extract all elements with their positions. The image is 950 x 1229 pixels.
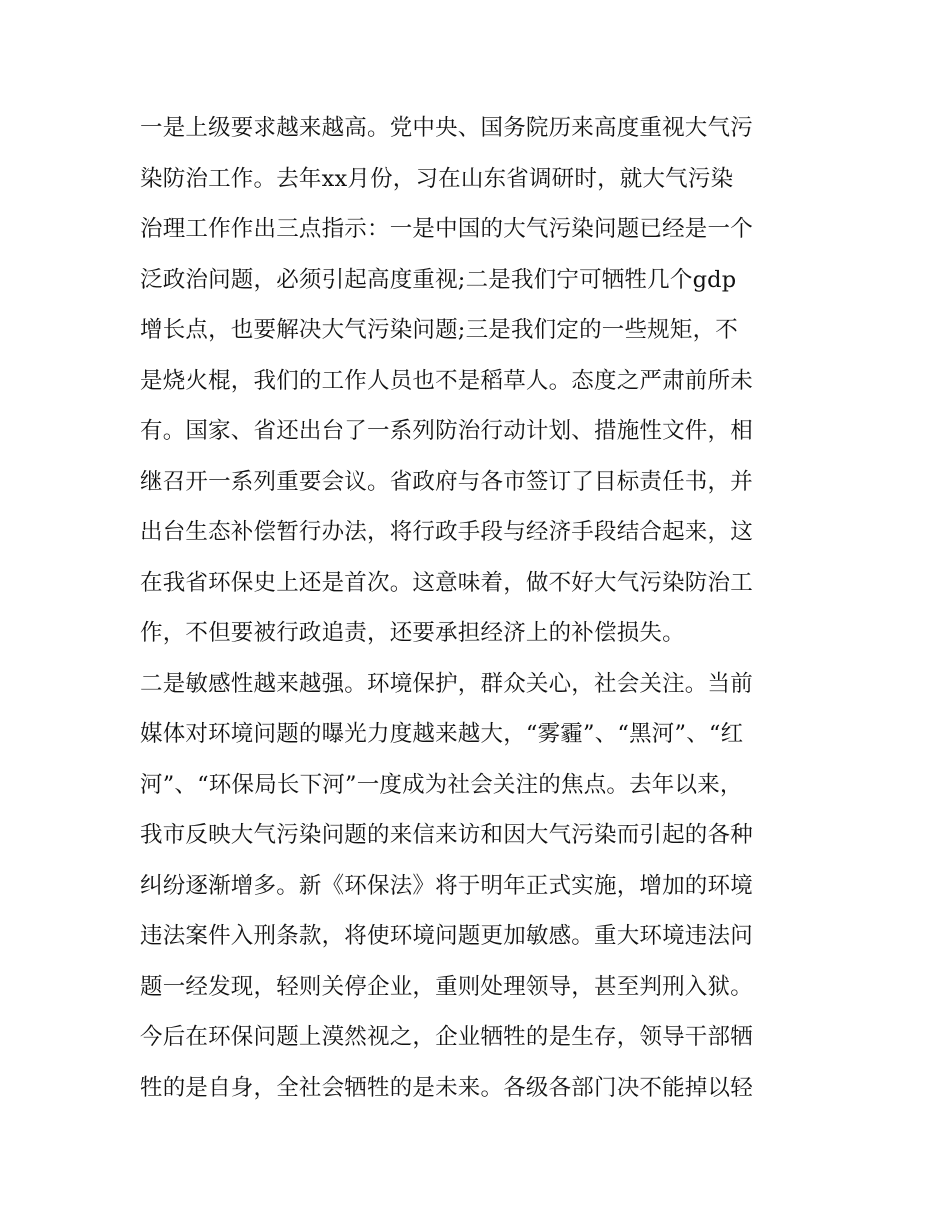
text-line: 媒体对环境问题的曝光力度越来越大，“雾霾”、“黑河”、“红 [140, 721, 744, 747]
text-line: 牲的是自身，全社会牺牲的是未来。各级各部门决不能掉以轻 [140, 1074, 753, 1101]
text-line: 作，不但要被行政追责，还要承担经济上的补偿损失。 [140, 620, 685, 646]
text-line: 治理工作作出三点指示：一是中国的大气污染问题已经是一个 [140, 216, 753, 242]
text-line: 今后在环保问题上漠然视之，企业牺牲的是生存，领导干部牺 [140, 1024, 753, 1050]
text-line: 违法案件入刑条款，将使环境问题更加敏感。重大环境违法问 [140, 923, 753, 949]
text-line: 在我省环保史上还是首次。这意味着，做不好大气污染防治工 [140, 569, 753, 596]
paragraph-1 [140, 103, 820, 659]
text-line: 是烧火棍，我们的工作人员也不是稻草人。态度之严肃前所未 [140, 367, 753, 394]
text-line: 继召开一系列重要会议。省政府与各市签订了目标责任书，并 [140, 468, 753, 495]
text-line: 有。国家、省还出台了一系列防治行动计划、措施性文件，相 [140, 418, 753, 444]
text-line: 我市反映大气污染问题的来信来访和因大气污染而引起的各种 [140, 822, 753, 848]
text-line: 染防治工作。去年xx月份，习在山东省调研时，就大气污染 [140, 165, 734, 192]
text-line: 一是上级要求越来越高。党中央、国务院历来高度重视大气污 [140, 115, 753, 141]
text-line: 题一经发现，轻则关停企业，重则处理领导，甚至判刑入狱。 [140, 973, 753, 1000]
document-body [140, 103, 820, 1113]
text-line: 纠纷逐渐增多。新《环保法》将于明年正式实施，增加的环境 [140, 872, 753, 899]
text-line: 出台生态补偿暂行办法，将行政手段与经济手段结合起来，这 [140, 519, 753, 545]
text-line: 泛政治问题，必须引起高度重视;二是我们宁可牺牲几个gdp [140, 266, 737, 293]
text-line: 河”、“环保局长下河”一度成为社会关注的焦点。去年以来， [140, 771, 743, 798]
text-line: 二是敏感性越来越强。环境保护，群众关心，社会关注。当前 [140, 670, 753, 697]
text-line: 增长点，也要解决大气污染问题;三是我们定的一些规矩，不 [140, 317, 738, 343]
paragraph-2 [140, 659, 820, 1114]
